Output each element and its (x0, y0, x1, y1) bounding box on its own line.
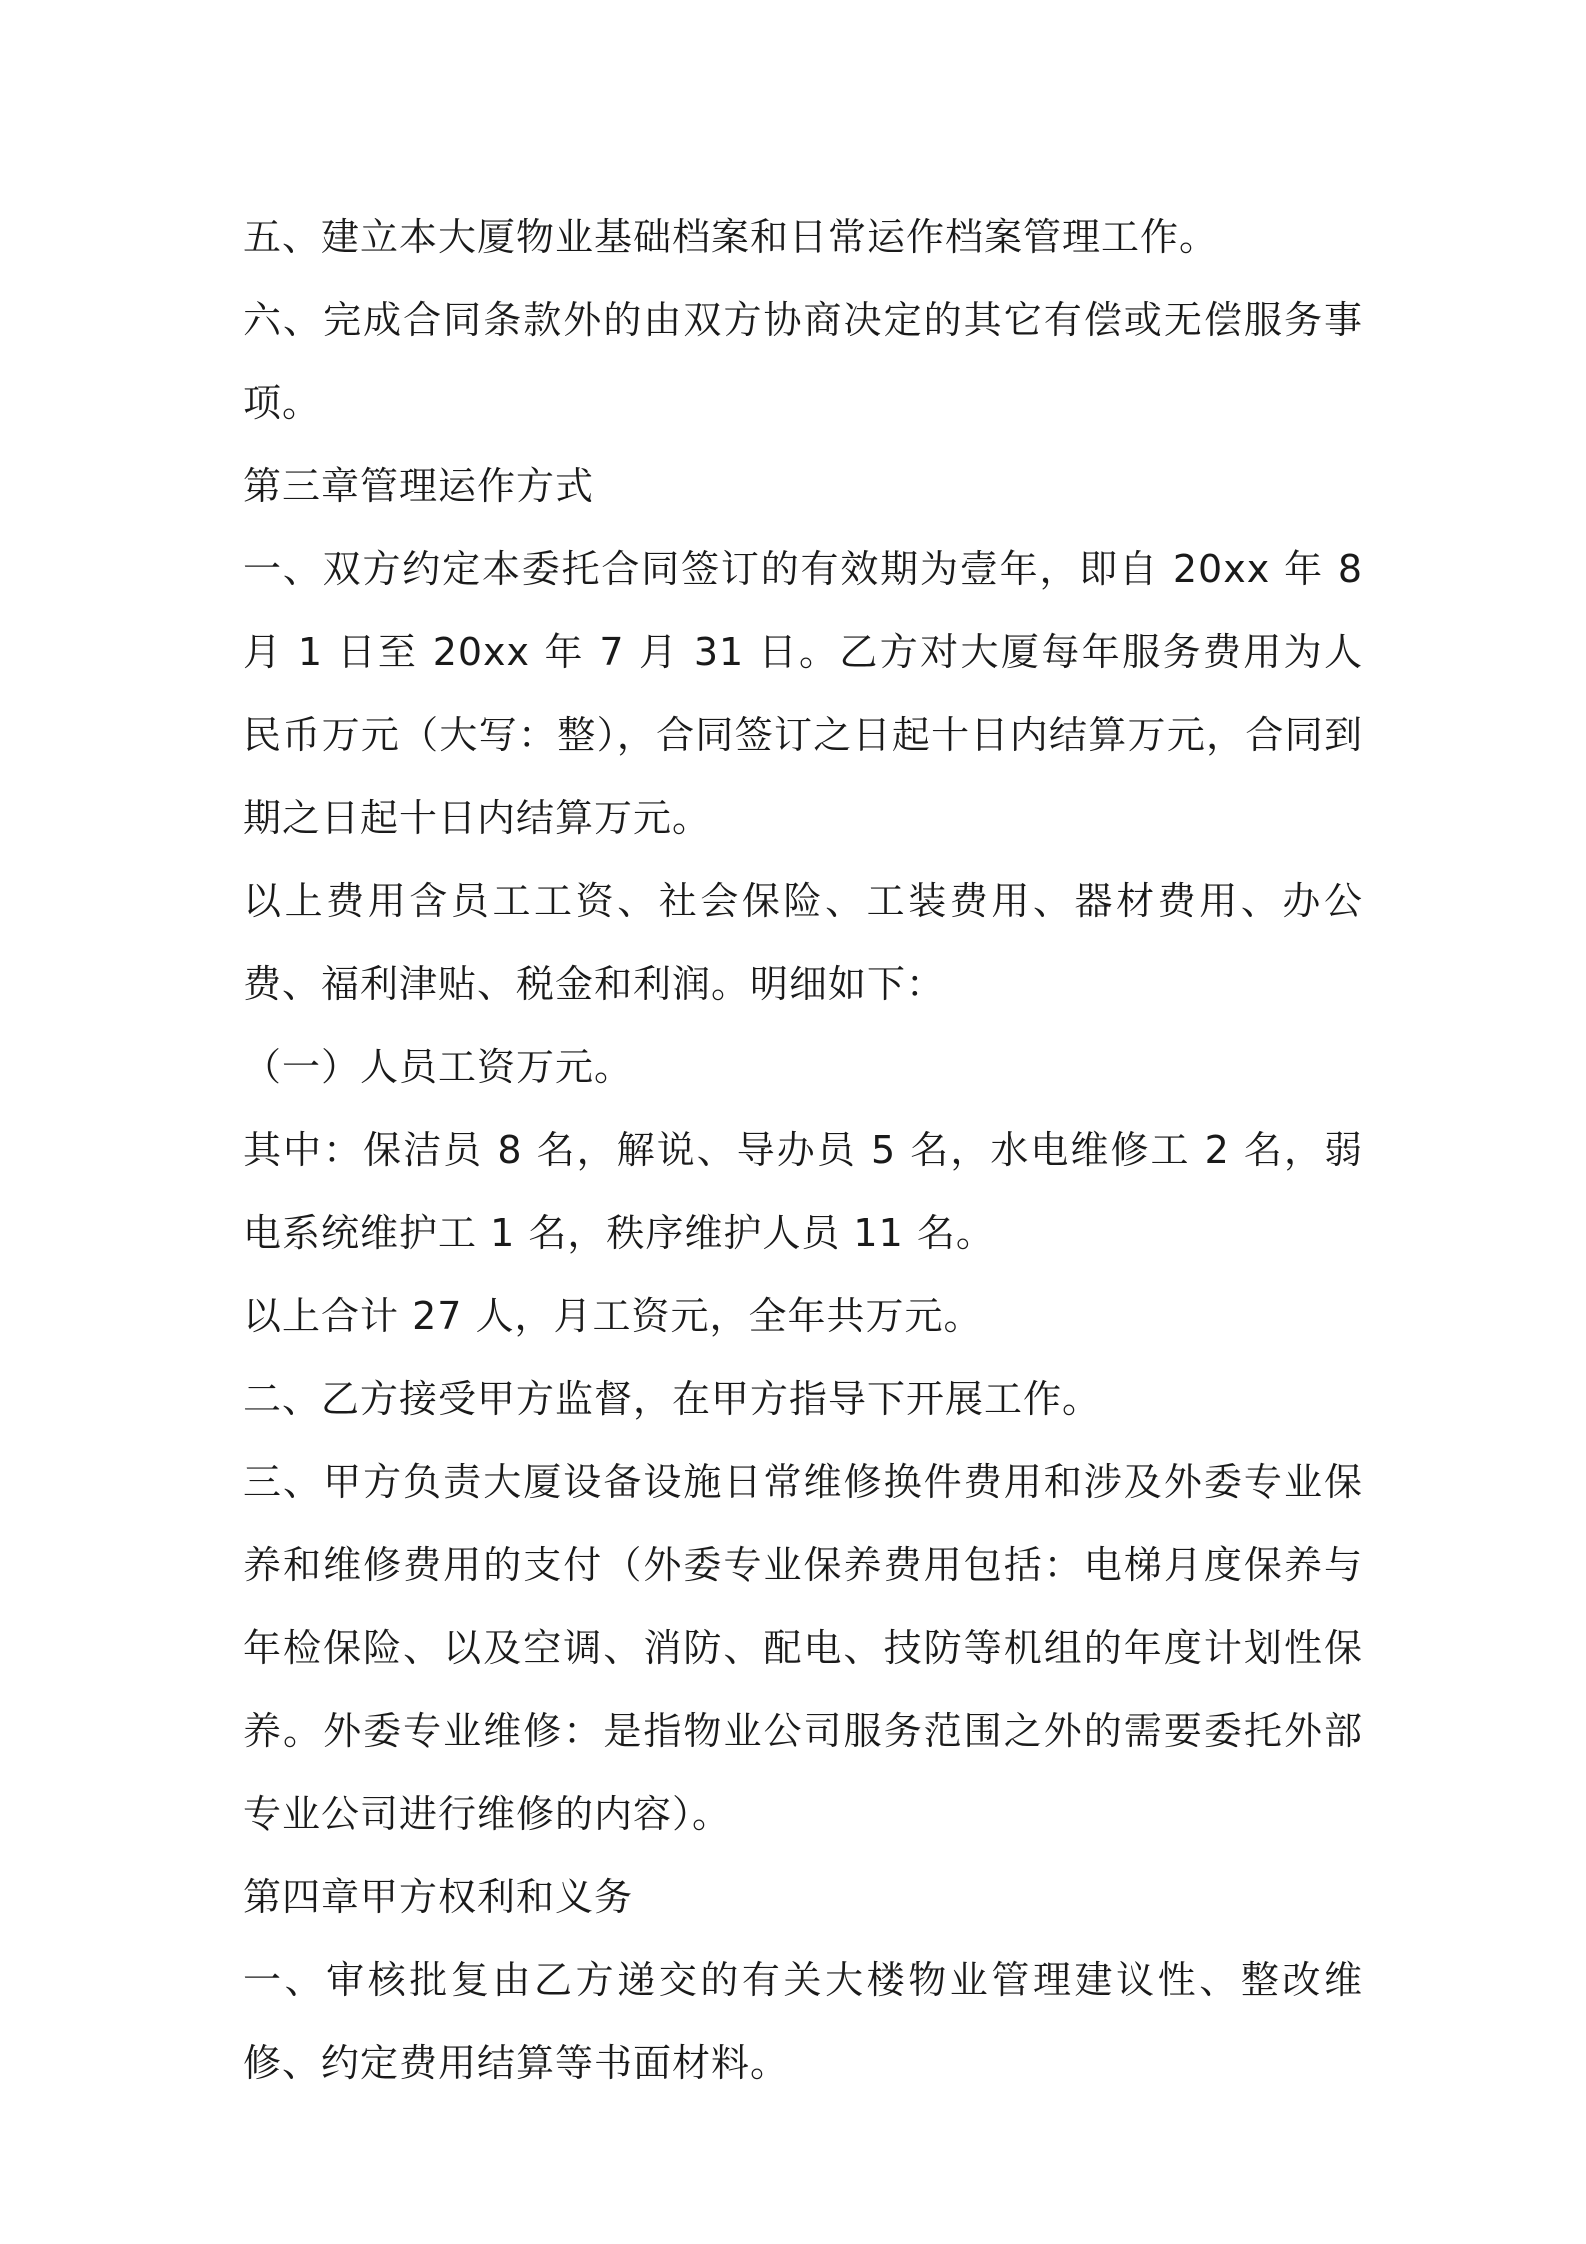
paragraph-maintenance-costs: 三、甲方负责大厦设备设施日常维修换件费用和涉及外委专业保养和维修费用的支付（外委专业保养费用包括：电梯月度保养与年检保险、以及空调、消防、配电、技防等机组的年度计划性保养。外委专业维修：是指物业公司服务范围之外的需要委托外部专业公司进行维修的内容）。 (243, 1460, 1363, 1836)
chapter-heading-4: 第四章甲方权利和义务 (243, 1875, 634, 1919)
paragraph-extra-services: 六、完成合同条款外的由双方协商决定的其它有偿或无偿服务事项。 (243, 298, 1363, 425)
chapter-heading-3: 第三章管理运作方式 (243, 464, 595, 508)
paragraph-contract-term-fees: 一、双方约定本委托合同签订的有效期为壹年，即自 20xx 年 8 月 1 日至 20xx 年 7 月 31 日。乙方对大厦每年服务费用为人民币万元（大写：整），合同签订之日起十日内结算万元，合同到期之日起十日内结算万元。 (243, 547, 1363, 840)
paragraph-review-approval: 一、审核批复由乙方递交的有关大楼物业管理建议性、整改维修、约定费用结算等书面材料。 (243, 1958, 1363, 2085)
paragraph-archive-management: 五、建立本大厦物业基础档案和日常运作档案管理工作。 (243, 215, 1219, 259)
paragraph-fee-components: 以上费用含员工工资、社会保险、工装费用、器材费用、办公费、福利津贴、税金和利润。明细如下： (243, 879, 1363, 1006)
paragraph-staff-salary: （一）人员工资万元。 (243, 1045, 634, 1089)
document-body (243, 196, 1363, 2105)
paragraph-staff-breakdown: 其中：保洁员 8 名，解说、导办员 5 名，水电维修工 2 名，弱电系统维护工 1 名，秩序维护人员 11 名。 (243, 1128, 1363, 1255)
paragraph-staff-total: 以上合计 27 人，月工资元，全年共万元。 (243, 1294, 983, 1338)
paragraph-supervision: 二、乙方接受甲方监督，在甲方指导下开展工作。 (243, 1377, 1102, 1421)
